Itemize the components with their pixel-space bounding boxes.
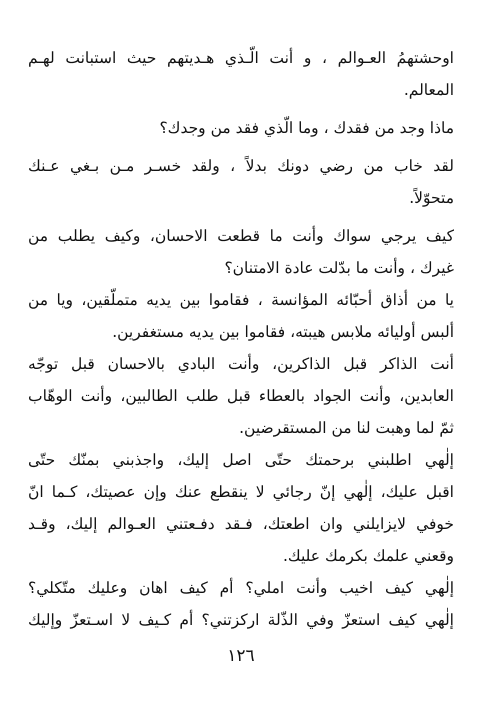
- text-line: اوحشتهمُ العـوالم ، و أنت الّـذي هـديتهم حيث استبانت لهـم: [28, 49, 454, 67]
- text-line: إلٰهي اطلبني برحمتك حتّى اصل إليك، واجذبني بمنّك حتّى: [28, 451, 454, 469]
- page-number: ١٢٦: [227, 646, 255, 666]
- page-body: [28, 42, 454, 636]
- text-line: غيرك ، وأنت ما بدّلت عادة الامتنان؟: [224, 259, 454, 277]
- text-line: إلٰهي كيف اخيب وأنت املي؟ أم كيف اهان وعليك متّكلي؟: [28, 579, 454, 597]
- paragraph: [28, 42, 454, 106]
- paragraph: [28, 348, 454, 444]
- text-line: إلٰهي كيف استعزّ وفي الذّلة اركزتني؟ أم كـيف لا اسـتعزّ وإليك: [28, 611, 454, 629]
- text-line: خوفي لايزايلني وان اطعتك، فـقد دفـعتني العـوالم إليك، وقـد: [28, 515, 454, 533]
- text-line: المعالم.: [403, 81, 454, 99]
- text-line: ألبس أوليائه ملابس هيبته، فقاموا بين يديه مستغفرين.: [112, 323, 454, 341]
- text-line: لقد خاب من رضي دونك بدلاً ، ولقد خسـر مـن بـغي عـنك: [28, 157, 454, 175]
- paragraph: [28, 150, 454, 214]
- text-line: متحوّلاً.: [409, 189, 454, 207]
- text-line: اقبل عليك، إلٰهي إنّ رجائي لا ينقطع عنك وإن عصيتك، كـما انّ: [28, 483, 454, 501]
- paragraph: [28, 112, 454, 144]
- text-line: ماذا وجد من فقدك ، وما الّذي فقد من وجدك؟: [159, 119, 454, 137]
- text-line: يا من أذاق أحبّائه المؤانسة ، فقاموا بين يديه متملّقين، ويا من: [28, 291, 454, 309]
- text-line: أنت الذاكر قبل الذاكرين، وأنت البادي بالاحسان قبل توجّه: [28, 355, 454, 373]
- text-line: كيف يرجي سواك وأنت ما قطعت الاحسان، وكيف يطلب من: [28, 227, 454, 245]
- text-line: وقعني علمك بكرمك عليك.: [283, 547, 454, 565]
- paragraph: [28, 220, 454, 284]
- text-line: ثمّ لما وهبت لنا من المستقرضين.: [239, 419, 454, 437]
- paragraph: [28, 572, 454, 636]
- paragraph: [28, 284, 454, 348]
- text-line: العابدين، وأنت الجواد بالعطاء قبل طلب الطالبين، وأنت الوهّاب: [28, 387, 454, 405]
- paragraph: [28, 444, 454, 572]
